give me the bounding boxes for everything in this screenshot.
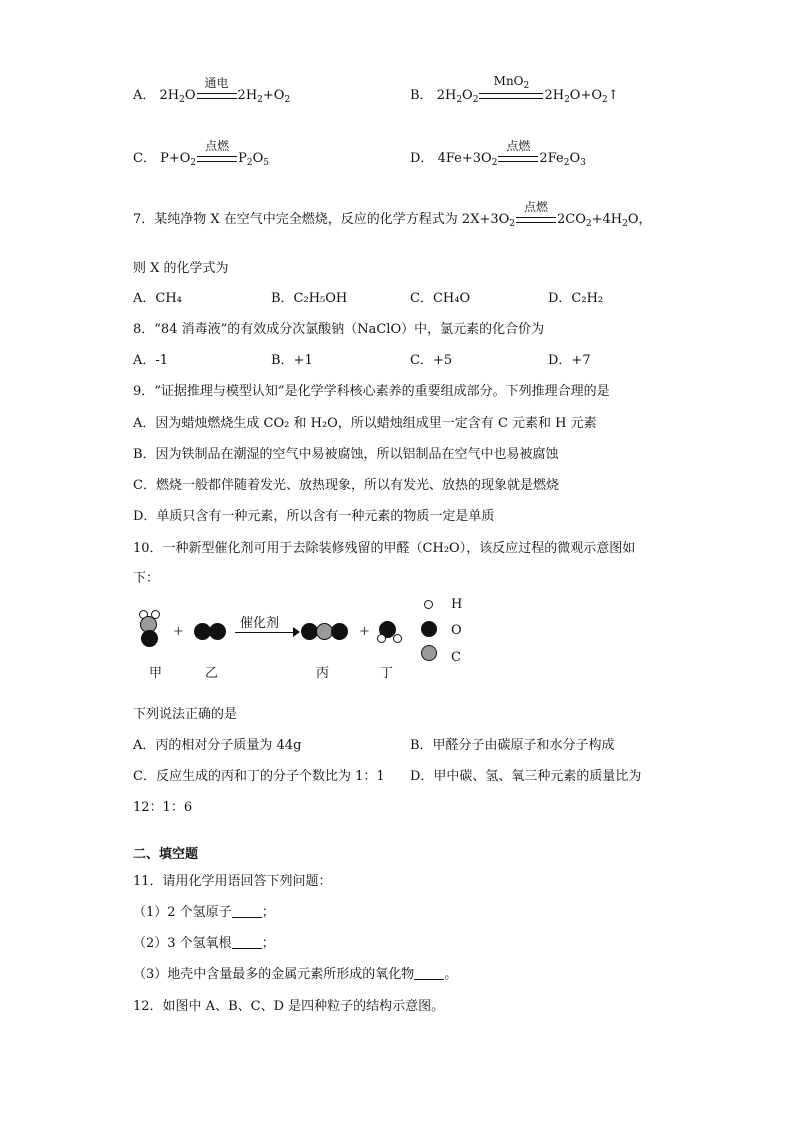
q10-option-d-cont: 12：1：6 xyxy=(133,800,193,815)
q9-option-a: A．因为蜡烛燃烧生成 CO₂ 和 H₂O，所以蜡烛组成里一定含有 C 元素和 H 元素 xyxy=(133,416,597,431)
answer-blank[interactable] xyxy=(232,936,262,949)
h-atom xyxy=(393,634,402,643)
q7-option-a: A．CH₄ xyxy=(133,291,182,306)
q8-option-a: A．-1 xyxy=(133,353,169,368)
q11-item-1: （1）2 个氢原子 ； xyxy=(133,905,275,920)
q10-stem: 10．一种新型催化剂可用于去除装修残留的甲醛（CH₂O），该反应过程的微观示意图如 xyxy=(133,541,636,556)
plus-sign: + xyxy=(173,624,184,639)
q9-option-d: D．单质只含有一种元素，所以含有一种元素的物质一定是单质 xyxy=(133,509,495,524)
label-yi: 乙 xyxy=(205,666,219,681)
q11-stem: 11．请用化学用语回答下列问题： xyxy=(133,874,332,889)
q9-option-c: C．燃烧一般都伴随着发光、放热现象，所以有发光、放热的现象就是燃烧 xyxy=(133,478,559,493)
answer-blank[interactable] xyxy=(414,967,444,980)
q11-item-3: （3）地壳中含量最多的金属元素所形成的氧化物 。 xyxy=(133,967,458,982)
q6-option-a: A． $2H_2O$ 通电 $2H_2+O_2$ xyxy=(133,76,291,105)
q9-option-b: B．因为铁制品在潮湿的空气中易被腐蚀，所以铝制品在空气中也易被腐蚀 xyxy=(133,447,559,462)
h-atom xyxy=(377,634,386,643)
label-ding: 丁 xyxy=(380,666,394,681)
o-atom xyxy=(209,623,226,640)
reaction-diagram xyxy=(133,596,473,686)
reaction-arrow xyxy=(235,632,297,633)
q6-option-c: C． $P+O_2$ 点燃 $P_2O_5$ xyxy=(133,139,270,168)
label-bing: 丙 xyxy=(316,666,330,681)
q6-option-b: B． $2H_2O_2$ MnO$_2$ $2H_2O+O_2↑$ xyxy=(410,74,619,105)
reaction-arrow: 点燃 xyxy=(497,151,539,166)
legend-o-icon xyxy=(421,621,437,637)
plus-sign: + xyxy=(359,624,370,639)
q10-option-c: C．反应生成的丙和丁的分子个数比为 1：1 xyxy=(133,769,385,784)
q8-option-b: B．+1 xyxy=(271,353,313,368)
q7-option-d: D．C₂H₂ xyxy=(548,291,604,306)
legend-c-label: C xyxy=(451,650,461,665)
q10-option-b: B．甲醛分子由碳原子和水分子构成 xyxy=(410,738,615,753)
q7-option-b: B．C₂H₅OH xyxy=(271,291,348,306)
q7-option-c: C．CH₄O xyxy=(410,291,471,306)
reaction-arrow: 点燃 xyxy=(196,151,238,166)
label-jia: 甲 xyxy=(149,666,163,681)
q8-stem: 8．“84 消毒液”的有效成分次氯酸钠（NaClO）中，氯元素的化合价为 xyxy=(133,322,545,337)
reaction-arrow: 通电 xyxy=(196,88,238,103)
o-atom xyxy=(331,623,348,640)
q8-option-d: D．+7 xyxy=(548,353,591,368)
catalyst-label: 催化剂 xyxy=(240,616,280,631)
legend-o-label: O xyxy=(451,623,462,638)
q11-item-2: （2）3 个氢氧根 ； xyxy=(133,936,275,951)
q10-prompt: 下列说法正确的是 xyxy=(133,707,238,722)
q8-option-c: C．+5 xyxy=(410,353,453,368)
q10-stem-cont: 下： xyxy=(133,571,160,586)
reaction-arrow: MnO$_2$ xyxy=(478,88,544,103)
reaction-arrow: 点燃 xyxy=(515,212,557,227)
arrow-head xyxy=(293,627,300,637)
q10-option-a: A．丙的相对分子质量为 44g xyxy=(133,738,302,753)
q9-stem: 9．“证据推理与模型认知”是化学学科核心素养的重要组成部分。下列推理合理的是 xyxy=(133,384,610,399)
q7-stem: 7．某纯净物 X 在空气中完全燃烧，反应的化学方程式为 $2X+3O_2$ 点燃 $2CO_2+4H_2O$， xyxy=(133,200,652,229)
legend-h-icon xyxy=(424,600,433,609)
q12-stem: 12．如图中 A、B、C、D 是四种粒子的结构示意图。 xyxy=(133,999,445,1014)
q6-option-d: D． $4Fe+3O_2$ 点燃 $2Fe_2O_3$ xyxy=(410,139,586,168)
o-atom xyxy=(141,630,158,647)
legend-c-icon xyxy=(421,645,437,661)
q7-line2: 则 X 的化学式为 xyxy=(133,261,229,276)
answer-blank[interactable] xyxy=(232,905,262,918)
q10-option-d: D．甲中碳、氢、氧三种元素的质量比为 xyxy=(410,769,642,784)
legend-h-label: H xyxy=(451,597,463,612)
section-title: 二、填空题 xyxy=(133,847,199,862)
